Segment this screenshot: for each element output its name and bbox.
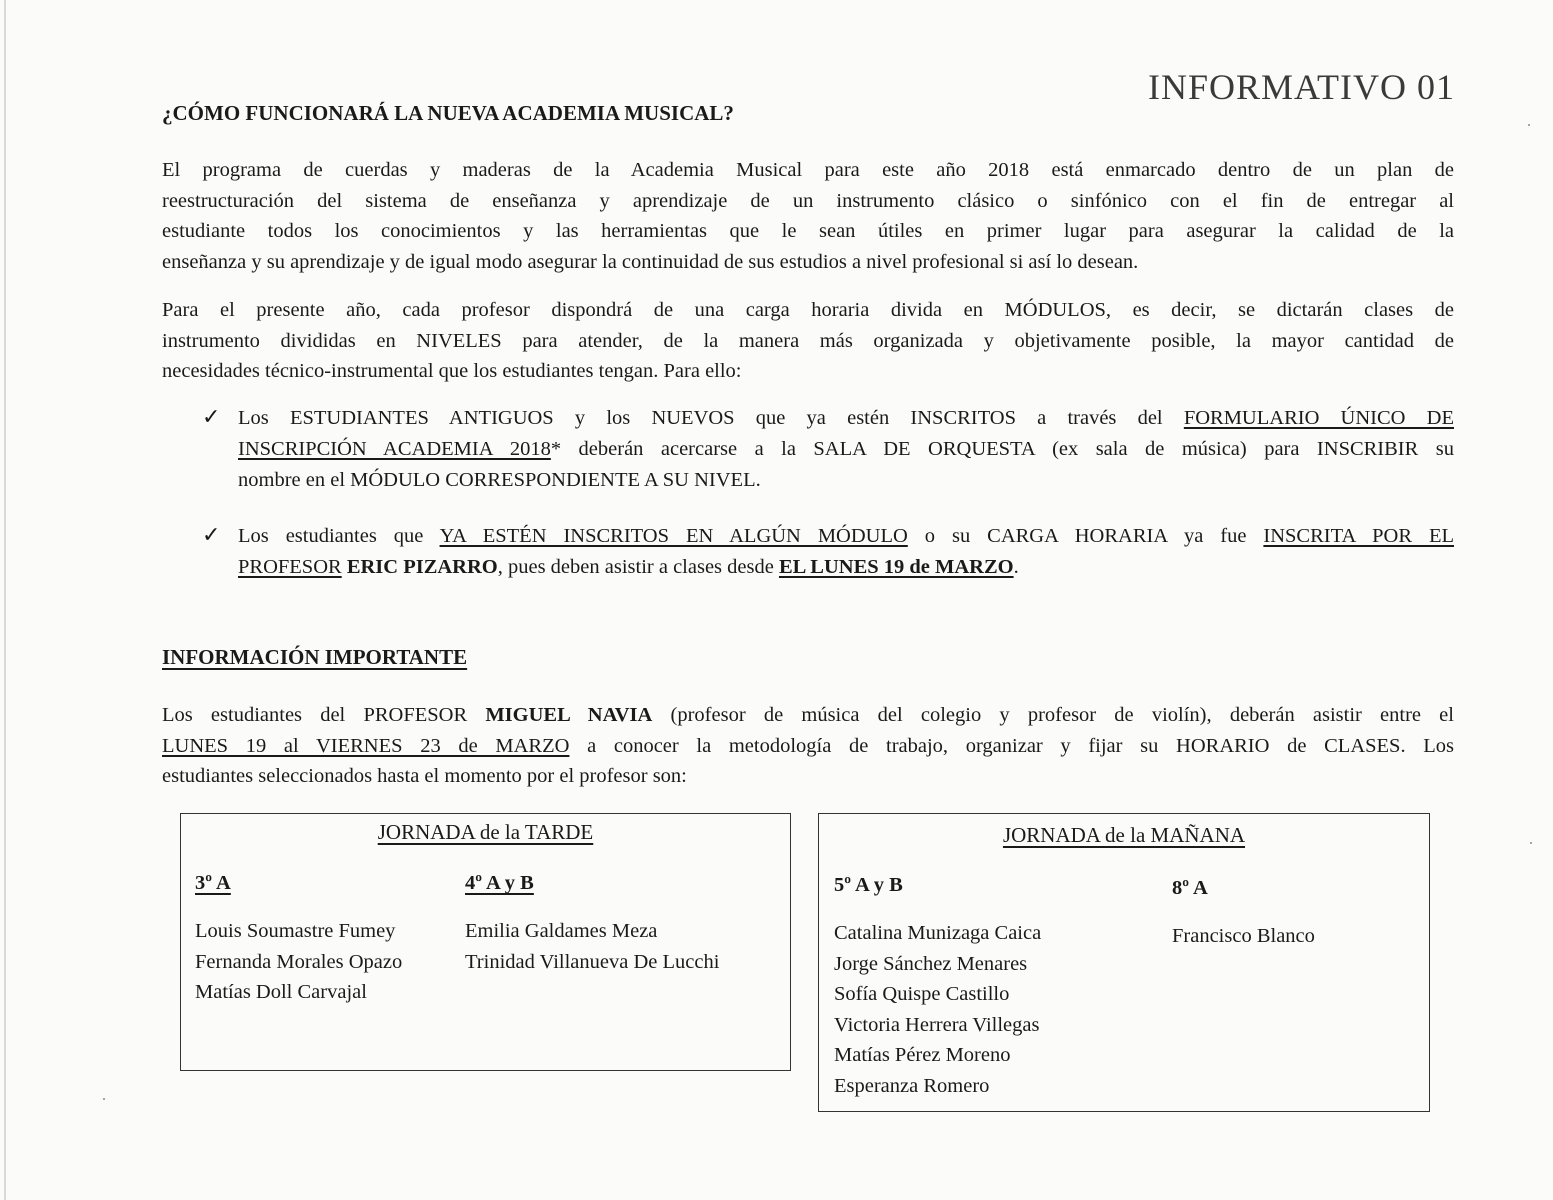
student-name: Victoria Herrera Villegas xyxy=(834,1013,1040,1036)
checklist-item xyxy=(200,403,1454,496)
grade-heading: 4º A y B xyxy=(465,872,534,894)
student-name: Matías Doll Carvajal xyxy=(195,981,367,1003)
paragraph-line: Para el presente año, cada profesor dispondrá de una carga horaria divida en MÓDULOS, es decir, se dictarán clases de xyxy=(162,299,1454,321)
checklist-text: Los ESTUDIANTES ANTIGUOS y los NUEVOS que ya estén INSCRITOS a través del xyxy=(238,407,1184,429)
checkmark-icon: ✓ xyxy=(202,522,221,547)
student-name: Trinidad Villanueva De Lucchi xyxy=(465,950,720,973)
underlined-text: INSCRITA POR EL xyxy=(1263,525,1454,547)
checklist-line xyxy=(238,403,1454,434)
student-name: Sofía Quispe Castillo xyxy=(834,983,1010,1005)
grade-heading: 5º A y B xyxy=(834,874,903,896)
checklist-text: * deberán acercarse a la SALA DE ORQUESTA (ex sala de música) para INSCRIBIR su xyxy=(550,438,1454,460)
scan-speck xyxy=(103,1098,105,1100)
student-name: Francisco Blanco xyxy=(1172,925,1315,947)
scan-speck xyxy=(1530,842,1532,844)
student-name: Catalina Munizaga Caica xyxy=(834,922,1042,944)
box-title: JORNADA de la TARDE xyxy=(377,820,594,844)
checklist-text: , pues deben asistir a clases desde xyxy=(497,556,779,578)
paragraph-line: estudiante todos los conocimientos y las herramientas que le sean útiles en primer lugar para asegurar la calidad de la xyxy=(162,220,1454,242)
teacher-name: MIGUEL NAVIA xyxy=(485,704,653,726)
paragraph-line: necesidades técnico-instrumental que los estudiantes tengan. Para ello: xyxy=(162,360,742,382)
paragraph-line: instrumento divididas en NIVELES para atender, de la manera más organizada y objetivamente posible, la mayor cantidad de xyxy=(162,329,1454,352)
teacher-name: ERIC PIZARRO xyxy=(341,556,498,578)
checklist-item xyxy=(200,521,1454,583)
modules-paragraph xyxy=(162,295,1454,387)
scan-edge xyxy=(4,0,6,1200)
checklist-text: Los estudiantes que xyxy=(238,525,440,547)
underlined-text: YA ESTÉN INSCRITOS EN ALGÚN MÓDULO xyxy=(439,525,908,547)
intro-paragraph xyxy=(162,155,1454,277)
student-list xyxy=(1172,921,1315,952)
checklist-text: . xyxy=(1013,556,1019,578)
grade-heading: 8º A xyxy=(1172,877,1208,899)
start-date: EL LUNES 19 de MARZO xyxy=(778,556,1014,578)
grade-column xyxy=(834,870,1041,1101)
checklist-line xyxy=(238,521,1454,552)
important-heading: INFORMACIÓN IMPORTANTE xyxy=(162,645,468,669)
registration-form-link-text: INSCRIPCIÓN ACADEMIA 2018 xyxy=(238,438,551,460)
afternoon-schedule-box xyxy=(180,813,791,1071)
checklist-line: nombre en el MÓDULO CORRESPONDIENTE A SU NIVEL. xyxy=(238,469,761,491)
document-label: INFORMATIVO 01 xyxy=(1148,67,1456,107)
student-name: Jorge Sánchez Menares xyxy=(834,952,1028,975)
paragraph-line: enseñanza y su aprendizaje y de igual modo asegurar la continuidad de sus estudios a nivel profesional si así lo desean. xyxy=(162,250,1139,273)
paragraph-line xyxy=(162,731,1454,762)
grade-column xyxy=(465,868,719,977)
paragraph-line: reestructuración del sistema de enseñanza y aprendizaje de un instrumento clásico o sinfónico con el fin de entregar al xyxy=(162,189,1454,212)
student-name: Emilia Galdames Meza xyxy=(465,920,658,942)
registration-form-link-text: FORMULARIO ÚNICO DE xyxy=(1183,407,1454,429)
student-name: Esperanza Romero xyxy=(834,1074,990,1097)
paragraph-text: a conocer la metodología de trabajo, organizar y fijar su HORARIO de CLASES. Los xyxy=(569,734,1454,757)
main-heading: ¿CÓMO FUNCIONARÁ LA NUEVA ACADEMIA MUSICAL? xyxy=(162,101,734,125)
important-paragraph xyxy=(162,700,1454,792)
student-list xyxy=(834,918,1041,1101)
grade-column xyxy=(195,868,402,1008)
instructions-checklist xyxy=(200,403,1454,583)
paragraph-text: (profesor de música del colegio y profesor de violín), deberán asistir entre el xyxy=(652,704,1454,726)
checkmark-icon: ✓ xyxy=(202,404,221,429)
paragraph-line: estudiantes seleccionados hasta el momento por el profesor son: xyxy=(162,765,687,787)
paragraph-line: El programa de cuerdas y maderas de la Academia Musical para este año 2018 está enmarcado dentro de un plan de xyxy=(162,159,1454,181)
paragraph-text: Los estudiantes del PROFESOR xyxy=(162,704,486,726)
checklist-text: o su CARGA HORARIA ya fue xyxy=(907,525,1264,547)
student-list xyxy=(465,916,719,977)
student-name: Louis Soumastre Fumey xyxy=(195,920,396,942)
student-list xyxy=(195,916,402,1008)
checklist-line xyxy=(238,434,1454,465)
box-title: JORNADA de la MAÑANA xyxy=(1002,823,1246,847)
scan-speck xyxy=(1528,124,1530,126)
grade-heading: 3º A xyxy=(195,872,231,894)
date-range: LUNES 19 al VIERNES 23 de MARZO xyxy=(162,734,570,757)
underlined-text: PROFESOR xyxy=(238,556,342,578)
paragraph-line xyxy=(162,700,1454,731)
morning-schedule-box xyxy=(818,813,1430,1112)
student-name: Fernanda Morales Opazo xyxy=(195,950,403,973)
student-name: Matías Pérez Moreno xyxy=(834,1044,1011,1066)
grade-column xyxy=(1172,873,1315,952)
checklist-line xyxy=(238,552,1454,583)
